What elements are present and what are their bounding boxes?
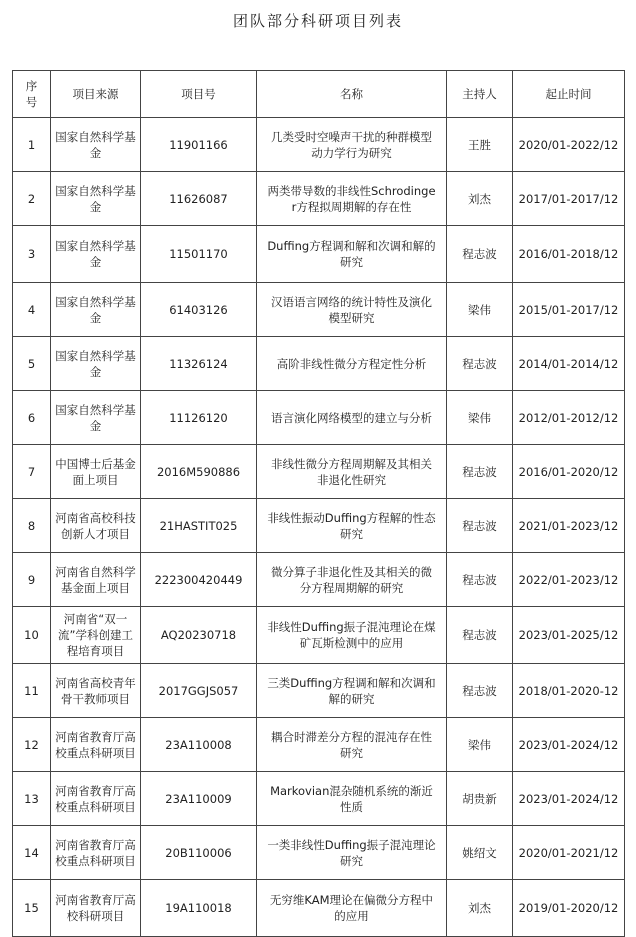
cell-period: 2017/01-2017/12 — [513, 172, 625, 226]
cell-project-id: 2017GGJS057 — [141, 664, 257, 718]
cell-no: 11 — [13, 664, 51, 718]
cell-host: 程志波 — [447, 499, 513, 553]
cell-period: 2022/01-2023/12 — [513, 553, 625, 607]
cell-host: 程志波 — [447, 553, 513, 607]
cell-name: 高阶非线性微分方程定性分析 — [257, 337, 447, 391]
cell-no: 14 — [13, 826, 51, 880]
cell-project-id: 2016M590886 — [141, 445, 257, 499]
cell-period: 2014/01-2014/12 — [513, 337, 625, 391]
cell-no: 7 — [13, 445, 51, 499]
cell-name: 几类受时空噪声干扰的种群模型动力学行为研究 — [257, 118, 447, 172]
cell-project-id: 11626087 — [141, 172, 257, 226]
cell-period: 2023/01-2024/12 — [513, 718, 625, 772]
page-title: 团队部分科研项目列表 — [232, 12, 403, 30]
cell-host: 程志波 — [447, 664, 513, 718]
cell-project-id: 11326124 — [141, 337, 257, 391]
table-row — [13, 337, 625, 391]
cell-no: 4 — [13, 283, 51, 337]
cell-no: 15 — [13, 880, 51, 937]
table-row — [13, 880, 625, 937]
header-name: 名称 — [257, 71, 447, 118]
header-no: 序号 — [13, 71, 51, 118]
cell-name: Markovian混杂随机系统的渐近性质 — [257, 772, 447, 826]
cell-period: 2023/01-2025/12 — [513, 607, 625, 664]
cell-source: 河南省自然科学基金面上项目 — [51, 553, 141, 607]
cell-project-id: 11901166 — [141, 118, 257, 172]
cell-host: 梁伟 — [447, 391, 513, 445]
cell-no: 10 — [13, 607, 51, 664]
cell-period: 2016/01-2020/12 — [513, 445, 625, 499]
cell-source: 国家自然科学基金 — [51, 118, 141, 172]
cell-host: 刘杰 — [447, 880, 513, 937]
cell-period: 2015/01-2017/12 — [513, 283, 625, 337]
cell-no: 6 — [13, 391, 51, 445]
cell-source: 国家自然科学基金 — [51, 172, 141, 226]
cell-period: 2021/01-2023/12 — [513, 499, 625, 553]
cell-host: 胡贵新 — [447, 772, 513, 826]
header-row — [13, 71, 625, 118]
cell-source: 河南省高校科技创新人才项目 — [51, 499, 141, 553]
cell-name: 语言演化网络模型的建立与分析 — [257, 391, 447, 445]
cell-project-id: AQ20230718 — [141, 607, 257, 664]
cell-project-id: 11126120 — [141, 391, 257, 445]
cell-name: 耦合时滞差分方程的混沌存在性研究 — [257, 718, 447, 772]
table-row — [13, 445, 625, 499]
table-row — [13, 172, 625, 226]
table-row — [13, 226, 625, 283]
cell-host: 王胜 — [447, 118, 513, 172]
cell-name: 三类Duffing方程调和解和次调和解的研究 — [257, 664, 447, 718]
cell-project-id: 23A110009 — [141, 772, 257, 826]
cell-no: 3 — [13, 226, 51, 283]
project-table — [12, 70, 625, 937]
cell-project-id: 21HASTIT025 — [141, 499, 257, 553]
table-row — [13, 118, 625, 172]
cell-source: 中国博士后基金面上项目 — [51, 445, 141, 499]
cell-host: 姚绍文 — [447, 826, 513, 880]
cell-no: 13 — [13, 772, 51, 826]
cell-project-id: 19A110018 — [141, 880, 257, 937]
cell-source: 国家自然科学基金 — [51, 391, 141, 445]
cell-name: 微分算子非退化性及其相关的微分方程周期解的研究 — [257, 553, 447, 607]
table-row — [13, 553, 625, 607]
cell-period: 2020/01-2021/12 — [513, 826, 625, 880]
cell-name: 非线性微分方程周期解及其相关非退化性研究 — [257, 445, 447, 499]
cell-no: 12 — [13, 718, 51, 772]
cell-name: Duffing方程调和解和次调和解的研究 — [257, 226, 447, 283]
header-host: 主持人 — [447, 71, 513, 118]
cell-period: 2018/01-2020-12 — [513, 664, 625, 718]
table-row — [13, 772, 625, 826]
cell-source: 河南省教育厅高校重点科研项目 — [51, 826, 141, 880]
cell-source: 河南省“双一流”学科创建工程培育项目 — [51, 607, 141, 664]
cell-name: 无穷维KAM理论在偏微分方程中的应用 — [257, 880, 447, 937]
table-row — [13, 607, 625, 664]
cell-project-id: 23A110008 — [141, 718, 257, 772]
table-row — [13, 718, 625, 772]
table-body — [13, 118, 625, 937]
cell-no: 5 — [13, 337, 51, 391]
cell-source: 国家自然科学基金 — [51, 337, 141, 391]
table-row — [13, 283, 625, 337]
cell-project-id: 11501170 — [141, 226, 257, 283]
cell-period: 2012/01-2012/12 — [513, 391, 625, 445]
cell-name: 非线性Duffing振子混沌理论在煤矿瓦斯检测中的应用 — [257, 607, 447, 664]
cell-project-id: 20B110006 — [141, 826, 257, 880]
cell-period: 2019/01-2020/12 — [513, 880, 625, 937]
header-period: 起止时间 — [513, 71, 625, 118]
header-source: 项目来源 — [51, 71, 141, 118]
cell-host: 刘杰 — [447, 172, 513, 226]
cell-period: 2020/01-2022/12 — [513, 118, 625, 172]
table-row — [13, 499, 625, 553]
cell-project-id: 222300420449 — [141, 553, 257, 607]
table-row — [13, 391, 625, 445]
header-project-id: 项目号 — [141, 71, 257, 118]
cell-no: 2 — [13, 172, 51, 226]
cell-no: 1 — [13, 118, 51, 172]
cell-source: 河南省教育厅高校重点科研项目 — [51, 772, 141, 826]
cell-host: 程志波 — [447, 445, 513, 499]
cell-host: 程志波 — [447, 607, 513, 664]
cell-period: 2016/01-2018/12 — [513, 226, 625, 283]
cell-name: 汉语语言网络的统计特性及演化模型研究 — [257, 283, 447, 337]
cell-source: 河南省教育厅高校科研项目 — [51, 880, 141, 937]
cell-period: 2023/01-2024/12 — [513, 772, 625, 826]
table-row — [13, 664, 625, 718]
table-row — [13, 826, 625, 880]
cell-name: 两类带导数的非线性Schrodinger方程拟周期解的存在性 — [257, 172, 447, 226]
cell-host: 程志波 — [447, 337, 513, 391]
cell-host: 程志波 — [447, 226, 513, 283]
cell-host: 梁伟 — [447, 718, 513, 772]
cell-source: 国家自然科学基金 — [51, 226, 141, 283]
cell-project-id: 61403126 — [141, 283, 257, 337]
cell-name: 一类非线性Duffing振子混沌理论研究 — [257, 826, 447, 880]
cell-no: 8 — [13, 499, 51, 553]
cell-source: 国家自然科学基金 — [51, 283, 141, 337]
cell-source: 河南省教育厅高校重点科研项目 — [51, 718, 141, 772]
cell-host: 梁伟 — [447, 283, 513, 337]
cell-no: 9 — [13, 553, 51, 607]
cell-source: 河南省高校青年骨干教师项目 — [51, 664, 141, 718]
cell-name: 非线性振动Duffing方程解的性态研究 — [257, 499, 447, 553]
